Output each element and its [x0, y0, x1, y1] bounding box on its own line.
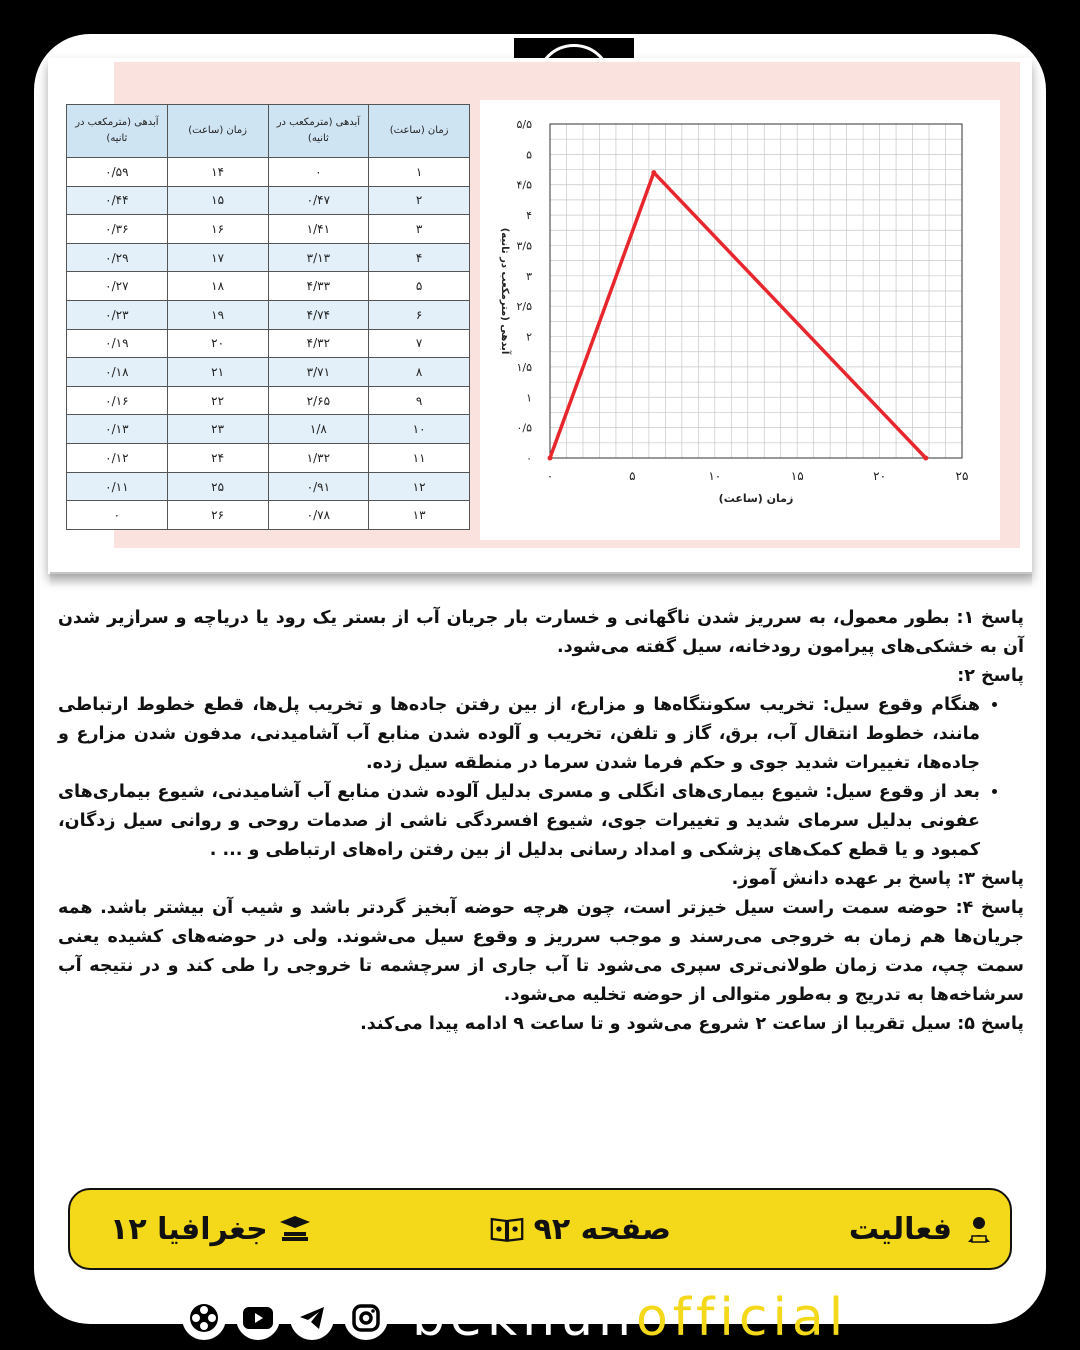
y-tick-label: ۴/۵: [516, 178, 532, 192]
hydrograph-chart: [480, 100, 1000, 540]
answer-4: پاسخ ۴: حوضه سمت راست سیل خیزتر است، چون هرچه حوضه آبخیز گردتر باشد و شیب آن بیشتر باشد. همه جریان‌ها هم زمان به خروجی می‌رسند و موجب سرریز و وقوع سیل می‌شوند. ولی در حوضه‌های کشیده یعنی سمت چپ، مدت زمان طولانی‌تری سپری می‌شود تا آب جاری از سرچشمه تا خروجی را طی کند و در نتیجه آب سرشاخه‌ها به تدریج و به‌طور متوالی از حوضه تخلیه می‌شود.: [58, 898, 1024, 1005]
table-header: آبدهی (مترمکعب در ثانیه): [67, 105, 168, 158]
x-tick-label: ۵: [629, 469, 636, 483]
answer-3: پاسخ ۳: پاسخ بر عهده دانش آموز.: [731, 869, 1024, 889]
y-tick-label: ۰/۵: [516, 421, 532, 435]
answer-2-bullet-2: • بعد از وقوع سیل: شیوع بیماری‌های انگلی و مسری بدلیل آلوده شدن منابع آب آشامیدنی، شیوع بیماری‌های عفونی بدلیل سرمای شدید و تغییرات جوی، شیوع افسردگی ناشی از صدمات روحی و روانی سیل زدگان، کمبود و یا قطع کمک‌های پزشکی و امداد رسانی بدلیل از بین رفتن راه‌های ارتباطی و ... .: [58, 778, 980, 865]
table-row: [67, 215, 470, 244]
table-cell: ۲۰: [167, 329, 268, 358]
table-cell: ۰/۱۳: [67, 415, 168, 444]
x-tick-label: ۲۵: [955, 469, 969, 483]
open-book-icon: [490, 1212, 524, 1246]
table-cell: ۱/۳۲: [268, 444, 369, 473]
film-reel-icon[interactable]: [182, 1296, 226, 1340]
table-cell: ۰: [67, 501, 168, 530]
table-cell: ۰/۹۱: [268, 472, 369, 501]
answer-2-list: [58, 691, 1024, 865]
table-row: [67, 158, 470, 187]
y-tick-label: ۰: [526, 452, 532, 465]
page-text: صفحه ۹۲: [533, 1211, 672, 1247]
youtube-icon[interactable]: [236, 1296, 280, 1340]
y-tick-label: ۴: [526, 209, 532, 223]
table-cell: ۳/۷۱: [268, 358, 369, 387]
table-cell: ۱۲: [369, 472, 470, 501]
y-tick-label: ۵: [526, 148, 532, 162]
table-cell: ۱۳: [369, 501, 470, 530]
activity-text: فعالیت: [848, 1211, 952, 1247]
table-cell: ۲۶: [167, 501, 268, 530]
subject-text: جغرافیا ۱۲: [110, 1211, 268, 1247]
table-cell: ۴/۷۴: [268, 301, 369, 330]
table-cell: ۰: [268, 158, 369, 187]
x-tick-label: ۰: [546, 469, 554, 483]
activity-label: [849, 1212, 996, 1247]
y-tick-label: ۲: [526, 330, 532, 344]
answers-text: [58, 604, 1024, 1039]
answer-1: پاسخ ۱: بطور معمول، به سرریز شدن ناگهانی و خسارت بار جریان آب از بستر یک رود یا دریاچه و سرازیر شدن آن به خشکی‌های پیرامون رودخانه، سیل گفته می‌شود.: [58, 608, 1025, 657]
x-axis-label: زمان (ساعت): [718, 492, 794, 505]
table-row: [67, 301, 470, 330]
table-row: [67, 444, 470, 473]
table-cell: ۲۲: [167, 386, 268, 415]
table-cell: ۳: [369, 215, 470, 244]
y-tick-label: ۲/۵: [516, 300, 532, 314]
y-tick-label: ۱/۵: [516, 360, 532, 374]
table-header: زمان (ساعت): [369, 105, 470, 158]
data-point: [548, 456, 553, 461]
table-header: آبدهی (مترمکعب در ثانیه): [268, 105, 369, 158]
table-cell: ۲/۶۵: [268, 386, 369, 415]
table-cell: ۱۸: [167, 272, 268, 301]
table-cell: ۰/۲۷: [67, 272, 168, 301]
table-cell: ۱۴: [167, 158, 268, 187]
table-cell: ۲: [369, 186, 470, 215]
table-cell: ۰/۱۲: [67, 444, 168, 473]
table-cell: ۱۵: [167, 186, 268, 215]
table-cell: ۹: [369, 386, 470, 415]
x-tick-label: ۲۰: [873, 469, 887, 483]
table-row: [67, 272, 470, 301]
answer-5: پاسخ ۵: سیل تقریبا از ساعت ۲ شروع می‌شود و تا ساعت ۹ ادامه پیدا می‌کند.: [360, 1014, 1024, 1034]
instagram-icon[interactable]: [344, 1296, 388, 1340]
y-tick-label: ۳: [526, 269, 532, 283]
data-point: [651, 170, 656, 175]
table-cell: ۰/۵۹: [67, 158, 168, 187]
brand-handle-part2: official: [635, 1288, 849, 1348]
table-cell: ۲۴: [167, 444, 268, 473]
table-row: [67, 186, 470, 215]
table-cell: ۶: [369, 301, 470, 330]
page-label: [490, 1212, 671, 1247]
table-cell: ۱/۴۱: [268, 215, 369, 244]
brand-handle[interactable]: [412, 1288, 848, 1348]
brand-handle-part1: bekhun: [412, 1288, 636, 1348]
table-cell: ۲۱: [167, 358, 268, 387]
table-cell: ۴/۳۳: [268, 272, 369, 301]
table-cell: ۱۰: [369, 415, 470, 444]
x-tick-label: ۱۰: [708, 469, 722, 483]
table-row: [67, 386, 470, 415]
table-body: [67, 158, 470, 530]
table-cell: ۴/۳۲: [268, 329, 369, 358]
discharge-table: [66, 104, 470, 530]
table-cell: ۰/۷۸: [268, 501, 369, 530]
table-cell: ۰/۴۴: [67, 186, 168, 215]
y-tick-label: ۱: [526, 391, 532, 405]
table-row: [67, 329, 470, 358]
graduation-cap-icon: [278, 1212, 312, 1246]
table-cell: ۱۹: [167, 301, 268, 330]
table-cell: ۱۶: [167, 215, 268, 244]
table-cell: ۰/۱۱: [67, 472, 168, 501]
answer-2-bullet-1: • هنگام وقوع سیل: تخریب سکونتگاه‌ها و مزارع، از بین رفتن جاده‌ها و تخریب پل‌ها، قطع خطوط ارتباطی مانند، خطوط انتقال آب، برق، گاز و تلفن، تخریب و آلوده شدن منابع آب آشامیدنی، مدفون شدن مزارع و جاده‌ها، تغییرات شدید جوی و حکم فرما شدن سرما در منطقه سیل زده.: [58, 691, 980, 778]
table-cell: ۳/۱۳: [268, 243, 369, 272]
table-cell: ۷: [369, 329, 470, 358]
x-tick-label: ۱۵: [790, 469, 804, 483]
data-point: [923, 456, 928, 461]
table-cell: ۰/۳۶: [67, 215, 168, 244]
hydrograph-svg: [480, 100, 1000, 540]
lesson-info-bar: [68, 1188, 1012, 1270]
table-cell: ۰/۲۳: [67, 301, 168, 330]
table-row: [67, 243, 470, 272]
y-axis-label: آبدهی (مترمکعب در ثانیه): [499, 227, 510, 355]
y-tick-label: ۵/۵: [516, 118, 532, 131]
table-cell: ۰/۱۶: [67, 386, 168, 415]
table-header: زمان (ساعت): [167, 105, 268, 158]
table-cell: ۰/۴۷: [268, 186, 369, 215]
teacher-icon: [962, 1212, 996, 1246]
social-footer: [182, 1288, 902, 1348]
table-cell: ۵: [369, 272, 470, 301]
table-cell: ۴: [369, 243, 470, 272]
subject-label: [110, 1212, 312, 1247]
answer-2-title: پاسخ ۲:: [957, 666, 1024, 686]
figure-shadow: [50, 572, 1032, 588]
table-cell: ۰/۱۹: [67, 329, 168, 358]
table-cell: ۱۷: [167, 243, 268, 272]
table-cell: ۸: [369, 358, 470, 387]
table-cell: ۱: [369, 158, 470, 187]
table-cell: ۰/۲۹: [67, 243, 168, 272]
table-cell: ۲۳: [167, 415, 268, 444]
table-row: [67, 472, 470, 501]
table-cell: ۰/۱۸: [67, 358, 168, 387]
table-row: [67, 415, 470, 444]
y-tick-label: ۳/۵: [516, 239, 532, 253]
table-cell: ۱۱: [369, 444, 470, 473]
table-row: [67, 501, 470, 530]
table-cell: ۱/۸: [268, 415, 369, 444]
table-cell: ۲۵: [167, 472, 268, 501]
table-row: [67, 358, 470, 387]
telegram-icon[interactable]: [290, 1296, 334, 1340]
